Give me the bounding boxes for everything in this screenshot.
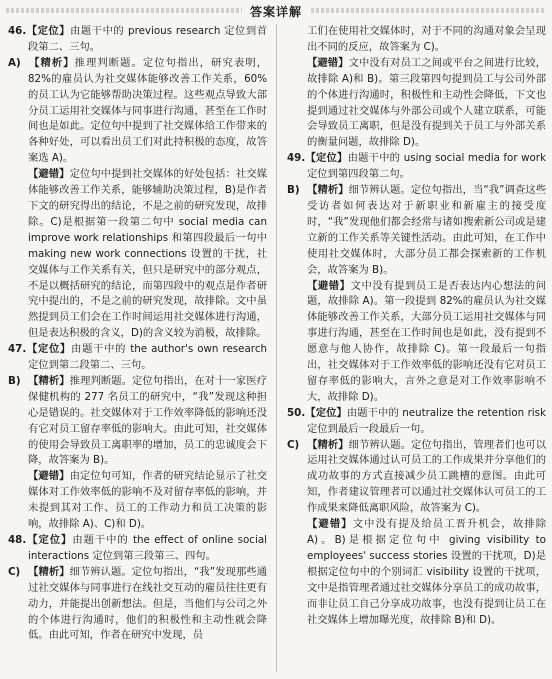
q49-avoid xyxy=(287,279,546,406)
locate-text: 由题干中的 neutralize the retention risk 定位到最后一段最后一句。 xyxy=(307,406,546,435)
locate-tag: 【定位】 xyxy=(26,25,71,37)
q47-analysis xyxy=(8,374,267,469)
question-number: 48. xyxy=(8,534,27,546)
q46-analysis xyxy=(8,56,267,167)
avoid-tag: 【避错】 xyxy=(307,518,353,531)
analysis-tag: 【精析】 xyxy=(28,56,75,69)
avoid-text: 文中没有提及给员工晋升机会，故排除 A)。B)是根据定位句中 giving visibility to employees' success stories 设置的干扰项，D)是根据定位句中的个别词汇 visibility 设置的干扰项，文中是指管理者通过社交媒体分享员工的成功故事，而非让员工自己分享成功故事，也没有提到让员工在社交媒体上增加曝光度，故排除 B)和 D)。 xyxy=(307,518,546,626)
avoid-tag: 【避错】 xyxy=(28,470,70,483)
answer-letter: B) xyxy=(8,374,21,387)
locate-text: 由题干中的 using social media for work 定位到第四段第二句。 xyxy=(307,152,546,181)
q48-analysis-continued xyxy=(287,24,546,56)
q47-avoid xyxy=(8,469,267,533)
left-column xyxy=(8,24,267,672)
avoid-tag: 【避错】 xyxy=(28,168,70,181)
answer-letter: C) xyxy=(8,565,21,578)
analysis-tag: 【精析】 xyxy=(28,374,70,387)
analysis-text: 细节辨认题。定位句指出，管理者们也可以运用社交媒体通过认可员工的工作成果并分享他们的成功故事的方式直接减少员工跳槽的意图。由此可知，作者建议管理者可以通过社交媒体认可员工的工作成果来降低离职风险，故答案为 C)。 xyxy=(307,438,546,515)
q47-locate xyxy=(8,342,267,374)
page-title: 答案详解 xyxy=(242,3,310,20)
right-column xyxy=(287,24,546,672)
locate-text: 由题干中的 the author's own research 定位到第二段第二、三句。 xyxy=(28,343,267,372)
q46-avoid xyxy=(8,167,267,342)
q50-analysis xyxy=(287,438,546,518)
q46-locate xyxy=(8,24,267,56)
q49-analysis xyxy=(287,183,546,278)
analysis-text: 细节辨认题。定位句指出，当“我”调查这些受访者如何表达对于新职业和新雇主的接受度时，“我”发现他们都会经常与诸如搜索新公司或是建立新的工作关系等关键性活动。由此可知，在工作中使用社交媒体时，大部分员工都会探索新的工作机会，故答案为 B)。 xyxy=(307,184,546,276)
avoid-text: 文中没有对员工之间或平台之间进行比较，故排除 A)和 B)。第三段第四句提到员工与公司外部的个体进行沟通时，积极性和主动性会降低，下文也提到通过社交媒体与外部公司或个人建立联系，可能会导致员工离职，但是没有提到关于员工与外部关系的衡量问题，故排除 D)。 xyxy=(307,56,546,149)
locate-tag: 【定位】 xyxy=(305,406,347,419)
q50-locate xyxy=(287,406,546,438)
avoid-text: 文中没有提到员工是否表达内心想法的问题，故排除 A)。第一段提到 82%的雇员认为社交媒体能够改善工作关系，大部分员工运用社交媒体与同事进行沟通，甚至在工作时间也是如此，没有提到不愿意与他人协作，故排除 C)。第一段最后一句指出，社交媒体对于工作效率低的影响还没有它对员工留存率低的影响大，言外之意是对工作效率影响不大，故排除 D)。 xyxy=(307,279,546,403)
avoid-tag: 【避错】 xyxy=(307,279,351,292)
locate-tag: 【定位】 xyxy=(26,534,73,546)
locate-tag: 【定位】 xyxy=(26,343,72,356)
analysis-text: 工们在使用社交媒体时，对于不同的沟通对象会呈现出不同的反应，故答案为 C)。 xyxy=(307,25,546,53)
locate-text: 由题干中的 previous research 定位到首段第二、三句。 xyxy=(28,25,267,53)
q48-analysis xyxy=(8,565,267,645)
q49-locate xyxy=(287,151,546,183)
answer-letter: A) xyxy=(8,56,21,69)
column-divider xyxy=(276,24,277,672)
answer-letter: C) xyxy=(287,438,300,451)
avoid-tag: 【避错】 xyxy=(307,56,349,69)
page-header xyxy=(0,0,552,22)
question-number: 50. xyxy=(287,406,306,419)
q48-locate xyxy=(8,533,267,565)
q50-avoid xyxy=(287,517,546,628)
analysis-tag: 【精析】 xyxy=(307,184,349,197)
avoid-text: 定位句中提到社交媒体的好处包括：社交媒体能够改善工作关系，能够辅助决策过程，B)是作者下文的研究得出的结论，不是之前的研究发现，故排除。C)是根据第一段第二句中 social media can improve work relationships 和第四段最后一句中 making new work connections 设置的干扰，社交媒体与工作关系有关，但只是研究中的部分观点，不是以概括研究的结论，而第四段中的观点是作者研究中提出的，不是之前的研究发现，故排除。文中虽然提到员工们会在工作时间运用社交媒体进行沟通，但是表达积极的含义，D)的含义较为消极，故排除。 xyxy=(28,168,267,340)
analysis-tag: 【精析】 xyxy=(28,565,70,578)
analysis-tag: 【精析】 xyxy=(307,438,349,451)
locate-text: 由题干中的 the effect of online social interactions 定位到第三段第三、四句。 xyxy=(28,534,267,562)
analysis-text: 推理判断题。定位句指出，在对十一家医疗保健机构的 277 名员工的研究中，“我”发现这种担心是错误的。社交媒体对于工作效率降低的影响还没有它对员工留存率低的影响大。由此可知，社交媒体的使用会导致员工离职率的增加，员工的忠诚度会下降，故答案为 B)。 xyxy=(28,374,267,467)
question-number: 46. xyxy=(8,25,27,37)
avoid-text: 由定位句可知，作者的研究结论显示了社交媒体对工作效率低的影响不及对留存率低的影响，并未提到其对工作、员工的工作动力和员工决策的影响，故排除 A)、C)和 D)。 xyxy=(28,470,267,531)
q48-avoid xyxy=(287,56,546,151)
locate-tag: 【定位】 xyxy=(305,152,348,165)
answer-letter: B) xyxy=(287,184,300,197)
analysis-text: 细节辨认题。定位句指出，“我”发现那些通过社交媒体与同事进行在线社交互动的雇员往往更有动力，并能提出创新想法。但是，当他们与公司之外的个体进行沟通时，他们的积极性和主动性就会降低。由此可知，作者在研究中发现，员 xyxy=(28,565,267,642)
analysis-text: 推理判断题。定位句指出，研究表明，82%的雇员认为社交媒体能够改善工作关系，60%的员工认为它能够帮助决策过程。这些观点导致大部分员工运用社交媒体与同事进行沟通，甚至在工作时间也是如此。定位句中提到了社交媒体给工作带来的各种好处，可以看出员工们对此持积极的态度，故答案选 A)。 xyxy=(28,56,267,165)
question-number: 47. xyxy=(8,343,27,356)
question-number: 49. xyxy=(287,152,306,165)
